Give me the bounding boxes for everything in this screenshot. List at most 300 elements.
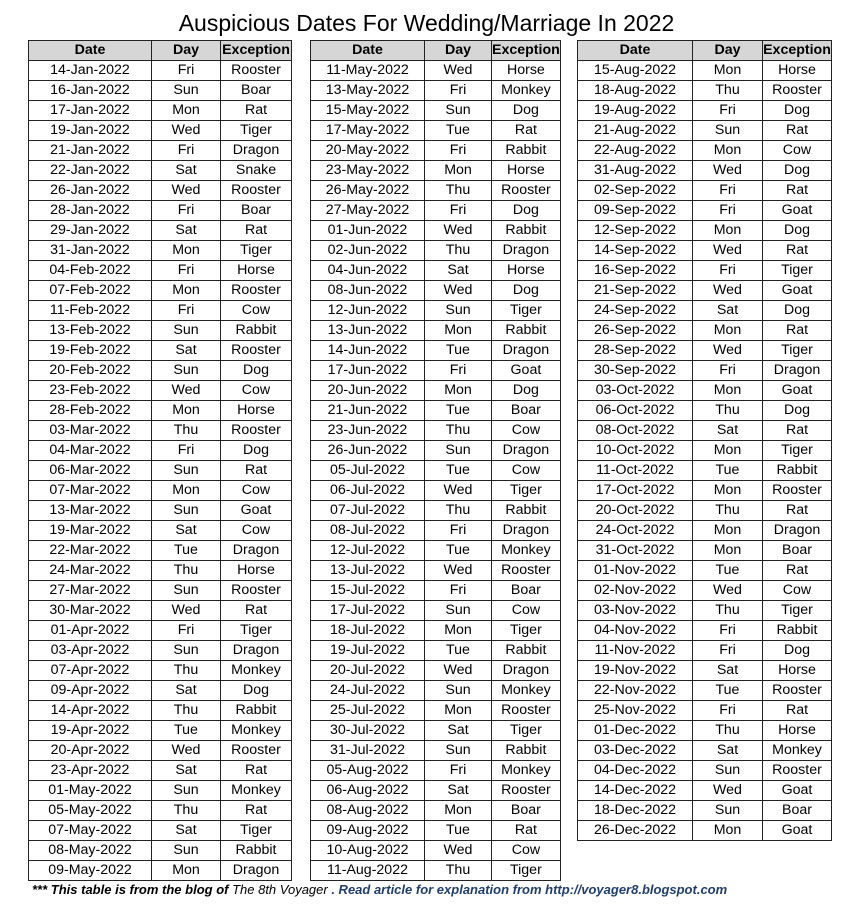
date-cell: 07-May-2022 [29, 821, 152, 841]
exception-cell: Rat [492, 121, 561, 141]
day-cell: Mon [693, 141, 763, 161]
date-cell: 22-Mar-2022 [29, 541, 152, 561]
header-day: Day [693, 41, 763, 61]
day-cell: Sat [693, 301, 763, 321]
date-cell: 13-Jul-2022 [311, 561, 425, 581]
exception-cell: Cow [492, 421, 561, 441]
table-row [29, 421, 292, 441]
table-row [578, 541, 832, 561]
exception-cell: Dog [492, 201, 561, 221]
table-row [29, 541, 292, 561]
exception-cell: Boar [763, 801, 832, 821]
exception-cell: Rat [221, 461, 292, 481]
day-cell: Mon [425, 621, 492, 641]
table-row [578, 621, 832, 641]
exception-cell: Horse [763, 61, 832, 81]
day-cell: Sun [152, 321, 221, 341]
table-row [578, 481, 832, 501]
day-cell: Sat [152, 161, 221, 181]
date-cell: 13-Jun-2022 [311, 321, 425, 341]
day-cell: Mon [152, 241, 221, 261]
table-row [311, 761, 561, 781]
table-row [29, 561, 292, 581]
exception-cell: Rat [763, 321, 832, 341]
table-row [578, 181, 832, 201]
exception-cell: Rooster [221, 61, 292, 81]
day-cell: Wed [425, 841, 492, 861]
exception-cell: Monkey [492, 541, 561, 561]
exception-cell: Rat [763, 181, 832, 201]
exception-cell: Dragon [492, 441, 561, 461]
table-row [578, 561, 832, 581]
exception-cell: Rooster [492, 181, 561, 201]
exception-cell: Tiger [492, 861, 561, 881]
date-cell: 10-Aug-2022 [311, 841, 425, 861]
date-cell: 28-Jan-2022 [29, 201, 152, 221]
exception-cell: Tiger [492, 481, 561, 501]
date-cell: 14-Dec-2022 [578, 781, 693, 801]
date-cell: 04-Dec-2022 [578, 761, 693, 781]
day-cell: Fri [152, 201, 221, 221]
table-row [29, 661, 292, 681]
date-cell: 03-Mar-2022 [29, 421, 152, 441]
table-row [29, 221, 292, 241]
exception-cell: Dog [492, 281, 561, 301]
table-row [311, 841, 561, 861]
date-cell: 30-Sep-2022 [578, 361, 693, 381]
table-row [578, 521, 832, 541]
table-row [578, 141, 832, 161]
table-row [578, 821, 832, 841]
date-cell: 17-Jul-2022 [311, 601, 425, 621]
table-row [311, 461, 561, 481]
table-row [29, 61, 292, 81]
exception-cell: Rooster [492, 561, 561, 581]
date-cell: 21-Aug-2022 [578, 121, 693, 141]
date-cell: 11-May-2022 [311, 61, 425, 81]
exception-cell: Rat [763, 241, 832, 261]
table-row [311, 101, 561, 121]
exception-cell: Dragon [763, 521, 832, 541]
day-cell: Thu [693, 721, 763, 741]
table-row [29, 701, 292, 721]
date-cell: 09-Aug-2022 [311, 821, 425, 841]
table-row [29, 341, 292, 361]
table-row [311, 241, 561, 261]
header-date: Date [311, 41, 425, 61]
date-cell: 18-Aug-2022 [578, 81, 693, 101]
date-cell: 01-May-2022 [29, 781, 152, 801]
day-cell: Sun [152, 781, 221, 801]
date-cell: 17-May-2022 [311, 121, 425, 141]
exception-cell: Horse [492, 261, 561, 281]
day-cell: Mon [152, 281, 221, 301]
day-cell: Sun [152, 641, 221, 661]
date-cell: 21-Jan-2022 [29, 141, 152, 161]
exception-cell: Rabbit [221, 701, 292, 721]
table-row [578, 61, 832, 81]
table-row [578, 581, 832, 601]
day-cell: Mon [693, 441, 763, 461]
exception-cell: Rooster [763, 681, 832, 701]
table-row [578, 401, 832, 421]
table-row [578, 381, 832, 401]
day-cell: Sat [152, 681, 221, 701]
day-cell: Sat [693, 421, 763, 441]
date-cell: 26-May-2022 [311, 181, 425, 201]
exception-cell: Boar [492, 801, 561, 821]
table-row [29, 821, 292, 841]
table-row [578, 201, 832, 221]
table-row [311, 361, 561, 381]
date-cell: 15-Aug-2022 [578, 61, 693, 81]
table-row [29, 241, 292, 261]
table-row [29, 361, 292, 381]
day-cell: Sat [425, 781, 492, 801]
date-cell: 10-Oct-2022 [578, 441, 693, 461]
date-cell: 16-Jan-2022 [29, 81, 152, 101]
date-cell: 02-Nov-2022 [578, 581, 693, 601]
date-cell: 03-Oct-2022 [578, 381, 693, 401]
table-row [29, 301, 292, 321]
table-row [311, 381, 561, 401]
exception-cell: Monkey [221, 721, 292, 741]
day-cell: Thu [152, 661, 221, 681]
table-row [578, 781, 832, 801]
day-cell: Fri [693, 201, 763, 221]
date-cell: 05-May-2022 [29, 801, 152, 821]
exception-cell: Rabbit [763, 461, 832, 481]
date-cell: 08-May-2022 [29, 841, 152, 861]
day-cell: Thu [152, 701, 221, 721]
table-row [578, 301, 832, 321]
table-row [578, 761, 832, 781]
exception-cell: Dog [492, 381, 561, 401]
exception-cell: Tiger [221, 121, 292, 141]
table-row [29, 521, 292, 541]
table-row [578, 361, 832, 381]
exception-cell: Rabbit [492, 641, 561, 661]
date-cell: 04-Nov-2022 [578, 621, 693, 641]
exception-cell: Horse [221, 561, 292, 581]
table-row [311, 61, 561, 81]
date-cell: 11-Nov-2022 [578, 641, 693, 661]
table-row [311, 81, 561, 101]
exception-cell: Dog [763, 161, 832, 181]
day-cell: Fri [425, 361, 492, 381]
exception-cell: Boar [221, 81, 292, 101]
exception-cell: Boar [492, 581, 561, 601]
exception-cell: Dog [763, 641, 832, 661]
day-cell: Sat [152, 341, 221, 361]
date-cell: 14-Apr-2022 [29, 701, 152, 721]
day-cell: Thu [693, 501, 763, 521]
exception-cell: Dragon [763, 361, 832, 381]
date-cell: 19-Nov-2022 [578, 661, 693, 681]
table-row [29, 121, 292, 141]
date-cell: 20-Oct-2022 [578, 501, 693, 521]
exception-cell: Rabbit [763, 621, 832, 641]
day-cell: Wed [693, 341, 763, 361]
exception-cell: Rooster [763, 81, 832, 101]
exception-cell: Monkey [492, 681, 561, 701]
day-cell: Sun [152, 461, 221, 481]
table-row [311, 701, 561, 721]
day-cell: Tue [152, 541, 221, 561]
day-cell: Tue [425, 641, 492, 661]
day-cell: Wed [152, 181, 221, 201]
table-row [29, 641, 292, 661]
exception-cell: Tiger [492, 621, 561, 641]
day-cell: Fri [425, 201, 492, 221]
table-row [311, 441, 561, 461]
table-row [578, 101, 832, 121]
day-cell: Mon [152, 481, 221, 501]
date-cell: 19-Mar-2022 [29, 521, 152, 541]
table-row [578, 641, 832, 661]
day-cell: Thu [425, 181, 492, 201]
exception-cell: Tiger [763, 601, 832, 621]
date-cell: 23-May-2022 [311, 161, 425, 181]
day-cell: Wed [693, 581, 763, 601]
day-cell: Tue [425, 401, 492, 421]
day-cell: Tue [425, 121, 492, 141]
date-cell: 06-Mar-2022 [29, 461, 152, 481]
exception-cell: Rooster [221, 341, 292, 361]
date-cell: 07-Jul-2022 [311, 501, 425, 521]
day-cell: Thu [693, 401, 763, 421]
date-cell: 29-Jan-2022 [29, 221, 152, 241]
exception-cell: Dragon [492, 341, 561, 361]
exception-cell: Dog [221, 441, 292, 461]
exception-cell: Tiger [763, 441, 832, 461]
day-cell: Fri [693, 361, 763, 381]
day-cell: Fri [152, 261, 221, 281]
table-row [311, 721, 561, 741]
date-cell: 21-Sep-2022 [578, 281, 693, 301]
day-cell: Sat [152, 521, 221, 541]
table-row [29, 741, 292, 761]
day-cell: Mon [693, 61, 763, 81]
date-cell: 24-Jul-2022 [311, 681, 425, 701]
table-row [311, 861, 561, 881]
table-row [311, 221, 561, 241]
exception-cell: Rat [492, 821, 561, 841]
date-cell: 13-Mar-2022 [29, 501, 152, 521]
day-cell: Fri [693, 641, 763, 661]
date-cell: 20-May-2022 [311, 141, 425, 161]
day-cell: Fri [693, 701, 763, 721]
date-cell: 02-Sep-2022 [578, 181, 693, 201]
date-cell: 11-Oct-2022 [578, 461, 693, 481]
date-cell: 25-Nov-2022 [578, 701, 693, 721]
footer-link-text[interactable]: . Read article for explanation from http://voyager8.blogspot.com [327, 882, 728, 897]
day-cell: Tue [425, 541, 492, 561]
exception-cell: Dragon [221, 541, 292, 561]
exception-cell: Rat [221, 601, 292, 621]
date-cell: 19-Jan-2022 [29, 121, 152, 141]
table-row [29, 681, 292, 701]
table-row [29, 81, 292, 101]
date-cell: 30-Mar-2022 [29, 601, 152, 621]
day-cell: Sun [425, 441, 492, 461]
date-cell: 03-Dec-2022 [578, 741, 693, 761]
exception-cell: Dragon [492, 661, 561, 681]
table-row [311, 341, 561, 361]
date-cell: 07-Feb-2022 [29, 281, 152, 301]
exception-cell: Goat [763, 821, 832, 841]
date-cell: 05-Aug-2022 [311, 761, 425, 781]
table-row [578, 701, 832, 721]
day-cell: Tue [425, 461, 492, 481]
exception-cell: Goat [763, 281, 832, 301]
date-cell: 23-Apr-2022 [29, 761, 152, 781]
date-cell: 11-Aug-2022 [311, 861, 425, 881]
date-cell: 12-Jun-2022 [311, 301, 425, 321]
table-row [311, 121, 561, 141]
exception-cell: Rooster [763, 761, 832, 781]
exception-cell: Cow [221, 301, 292, 321]
table-row [311, 641, 561, 661]
day-cell: Mon [425, 161, 492, 181]
day-cell: Thu [152, 801, 221, 821]
day-cell: Wed [425, 281, 492, 301]
exception-cell: Horse [763, 721, 832, 741]
day-cell: Sat [152, 221, 221, 241]
day-cell: Fri [693, 101, 763, 121]
exception-cell: Cow [763, 581, 832, 601]
day-cell: Sat [425, 721, 492, 741]
day-cell: Mon [425, 321, 492, 341]
date-cell: 09-Sep-2022 [578, 201, 693, 221]
exception-cell: Rat [763, 561, 832, 581]
date-cell: 19-Feb-2022 [29, 341, 152, 361]
exception-cell: Horse [492, 161, 561, 181]
table-row [578, 241, 832, 261]
table-row [29, 601, 292, 621]
exception-cell: Dragon [492, 241, 561, 261]
day-cell: Fri [152, 441, 221, 461]
day-cell: Sun [425, 741, 492, 761]
date-cell: 04-Jun-2022 [311, 261, 425, 281]
day-cell: Wed [152, 741, 221, 761]
date-cell: 02-Jun-2022 [311, 241, 425, 261]
table-row [311, 281, 561, 301]
exception-cell: Tiger [763, 341, 832, 361]
day-cell: Tue [693, 561, 763, 581]
day-cell: Sat [425, 261, 492, 281]
header-exception: Exception [763, 41, 832, 61]
table-row [29, 581, 292, 601]
exception-cell: Tiger [492, 301, 561, 321]
date-cell: 18-Dec-2022 [578, 801, 693, 821]
header-exception: Exception [221, 41, 292, 61]
day-cell: Sun [693, 761, 763, 781]
day-cell: Sun [425, 101, 492, 121]
table-row [29, 481, 292, 501]
table-row [29, 401, 292, 421]
table-row [311, 741, 561, 761]
date-cell: 12-Sep-2022 [578, 221, 693, 241]
table-row [578, 601, 832, 621]
day-cell: Fri [425, 521, 492, 541]
table-row [311, 401, 561, 421]
date-cell: 15-Jul-2022 [311, 581, 425, 601]
day-cell: Sun [152, 841, 221, 861]
exception-cell: Tiger [492, 721, 561, 741]
date-cell: 17-Jan-2022 [29, 101, 152, 121]
day-cell: Fri [693, 621, 763, 641]
table-row [29, 161, 292, 181]
table-row [578, 221, 832, 241]
table-row [578, 801, 832, 821]
table-row [311, 781, 561, 801]
date-cell: 17-Oct-2022 [578, 481, 693, 501]
date-cell: 05-Jul-2022 [311, 461, 425, 481]
exception-cell: Tiger [221, 821, 292, 841]
table-row [311, 501, 561, 521]
date-cell: 27-May-2022 [311, 201, 425, 221]
date-cell: 07-Apr-2022 [29, 661, 152, 681]
date-cell: 09-May-2022 [29, 861, 152, 881]
date-cell: 12-Jul-2022 [311, 541, 425, 561]
day-cell: Mon [693, 221, 763, 241]
date-cell: 27-Mar-2022 [29, 581, 152, 601]
date-cell: 06-Jul-2022 [311, 481, 425, 501]
footer-prefix: *** This table is from the blog of [32, 882, 233, 897]
day-cell: Wed [425, 221, 492, 241]
exception-cell: Goat [763, 201, 832, 221]
day-cell: Wed [693, 281, 763, 301]
exception-cell: Cow [492, 601, 561, 621]
date-cell: 18-Jul-2022 [311, 621, 425, 641]
exception-cell: Goat [221, 501, 292, 521]
day-cell: Thu [693, 601, 763, 621]
dates-table-1 [28, 40, 292, 881]
date-cell: 01-Jun-2022 [311, 221, 425, 241]
table-row [311, 561, 561, 581]
day-cell: Sat [152, 761, 221, 781]
date-cell: 26-Jun-2022 [311, 441, 425, 461]
day-cell: Wed [425, 481, 492, 501]
date-cell: 25-Jul-2022 [311, 701, 425, 721]
day-cell: Wed [152, 601, 221, 621]
day-cell: Sun [152, 581, 221, 601]
blog-name: The 8th Voyager [232, 882, 328, 897]
exception-cell: Goat [763, 781, 832, 801]
day-cell: Mon [693, 321, 763, 341]
dates-table-2 [310, 40, 561, 881]
exception-cell: Rabbit [492, 221, 561, 241]
exception-cell: Rooster [492, 701, 561, 721]
table-row [311, 321, 561, 341]
date-cell: 13-Feb-2022 [29, 321, 152, 341]
date-cell: 01-Nov-2022 [578, 561, 693, 581]
table-row [311, 521, 561, 541]
table-row [29, 801, 292, 821]
day-cell: Fri [152, 621, 221, 641]
dates-table-3 [577, 40, 832, 841]
day-cell: Tue [152, 721, 221, 741]
exception-cell: Boar [221, 201, 292, 221]
day-cell: Mon [425, 801, 492, 821]
table-row [311, 481, 561, 501]
date-cell: 24-Oct-2022 [578, 521, 693, 541]
day-cell: Mon [693, 821, 763, 841]
exception-cell: Rooster [221, 281, 292, 301]
date-cell: 24-Sep-2022 [578, 301, 693, 321]
table-row [311, 621, 561, 641]
